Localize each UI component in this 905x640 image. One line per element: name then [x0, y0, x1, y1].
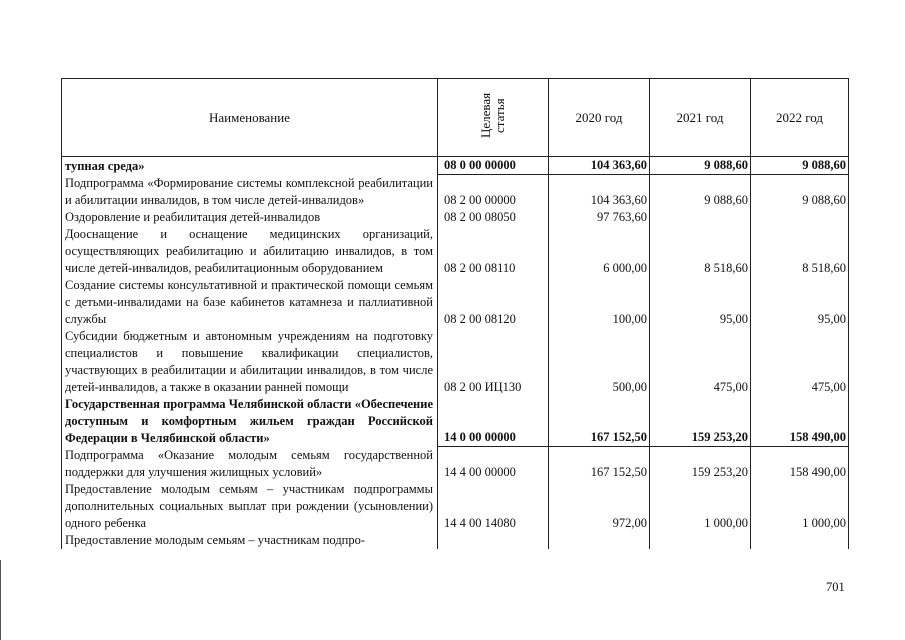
row-name: Дооснащение и оснащение медицинских организаций, осуществляющих реабилитацию и абилитацию инвалидов, в том числе детей-инвалидов, реабилитационным оборудованием	[62, 226, 438, 277]
row-code: 14 0 00 00000	[438, 396, 549, 447]
table-row	[62, 209, 849, 226]
row-code: 08 2 00 ИЦ130	[438, 328, 549, 396]
row-name: Подпрограмма «Формирование системы комплексной реабилитации и абилитации инвалидов, в том числе детей-инвалидов»	[62, 175, 438, 209]
budget-table	[61, 78, 849, 549]
page-edge-line	[0, 560, 1, 640]
header-code	[438, 79, 549, 157]
table-row	[62, 532, 849, 549]
header-2021: 2021 год	[650, 79, 751, 157]
row-2021	[650, 532, 751, 549]
row-2022: 158 490,00	[751, 396, 849, 447]
row-2022: 95,00	[751, 277, 849, 328]
row-2021: 95,00	[650, 277, 751, 328]
header-2022: 2022 год	[751, 79, 849, 157]
table-row	[62, 396, 849, 447]
row-2022: 475,00	[751, 328, 849, 396]
table-row	[62, 277, 849, 328]
row-2020: 500,00	[549, 328, 650, 396]
row-name: тупная среда»	[62, 157, 438, 175]
row-name: Предоставление молодым семьям – участникам подпро-	[62, 532, 438, 549]
row-2020	[549, 532, 650, 549]
row-2022: 8 518,60	[751, 226, 849, 277]
row-2021: 475,00	[650, 328, 751, 396]
row-2020: 104 363,60	[549, 175, 650, 209]
row-2021: 1 000,00	[650, 481, 751, 532]
row-name: Субсидии бюджетным и автономным учреждениям на подготовку специалистов и повышение квалификации специалистов, участвующих в реабилитации и абилитации инвалидов, в том числе детей-инвалидов, а также в оказании ранней помощи	[62, 328, 438, 396]
table-row	[62, 447, 849, 481]
row-2020: 167 152,50	[549, 396, 650, 447]
row-2020: 104 363,60	[549, 157, 650, 175]
row-name: Создание системы консультативной и практической помощи семьям с детьми-инвалидами на базе кабинетов катамнеза и паллиативной службы	[62, 277, 438, 328]
row-code: 08 2 00 08120	[438, 277, 549, 328]
row-2021: 9 088,60	[650, 157, 751, 175]
table-row	[62, 481, 849, 532]
row-name: Оздоровление и реабилитация детей-инвалидов	[62, 209, 438, 226]
table-header	[62, 79, 849, 157]
row-code: 08 0 00 00000	[438, 157, 549, 175]
row-2022: 9 088,60	[751, 175, 849, 209]
table-row	[62, 157, 849, 175]
row-code	[438, 532, 549, 549]
table-row	[62, 175, 849, 209]
row-2021	[650, 209, 751, 226]
header-name: Наименование	[62, 79, 438, 157]
row-name: Предоставление молодым семьям – участникам подпрограммы дополнительных социальных выплат при рождении (усыновлении) одного ребенка	[62, 481, 438, 532]
row-2020: 972,00	[549, 481, 650, 532]
row-2021: 159 253,20	[650, 396, 751, 447]
row-2021: 8 518,60	[650, 226, 751, 277]
row-code: 08 2 00 08050	[438, 209, 549, 226]
header-2020: 2020 год	[549, 79, 650, 157]
row-2022: 158 490,00	[751, 447, 849, 481]
table-row	[62, 226, 849, 277]
row-2022: 1 000,00	[751, 481, 849, 532]
table-row	[62, 328, 849, 396]
row-2022	[751, 209, 849, 226]
row-2020: 167 152,50	[549, 447, 650, 481]
row-code: 08 2 00 00000	[438, 175, 549, 209]
row-2020: 6 000,00	[549, 226, 650, 277]
row-2020: 97 763,60	[549, 209, 650, 226]
row-code: 14 4 00 14080	[438, 481, 549, 532]
row-code: 08 2 00 08110	[438, 226, 549, 277]
row-2022	[751, 532, 849, 549]
row-name: Государственная программа Челябинской области «Обеспечение доступным и комфортным жильем граждан Российской Федерации в Челябинской области»	[62, 396, 438, 447]
row-code: 14 4 00 00000	[438, 447, 549, 481]
row-2020: 100,00	[549, 277, 650, 328]
row-name: Подпрограмма «Оказание молодым семьям государственной поддержки для улучшения жилищных условий»	[62, 447, 438, 481]
page-number: 701	[826, 580, 845, 594]
row-2022: 9 088,60	[751, 157, 849, 175]
header-code-label: Целевая статья	[478, 92, 507, 139]
row-2021: 159 253,20	[650, 447, 751, 481]
row-2021: 9 088,60	[650, 175, 751, 209]
